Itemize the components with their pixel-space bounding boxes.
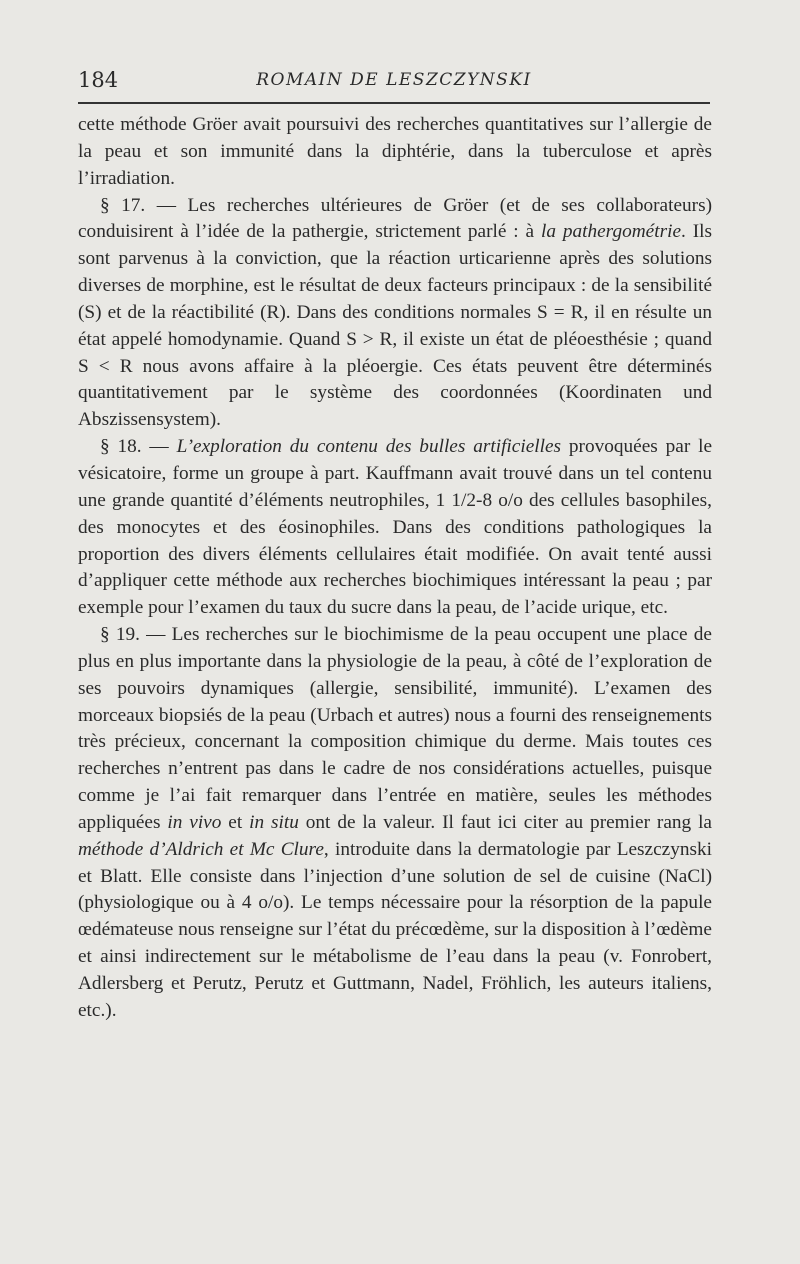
page-number: 184 bbox=[78, 68, 119, 92]
italic-term: in vivo bbox=[167, 811, 222, 833]
italic-term: L’exploration du contenu des bulles artificielles bbox=[176, 436, 562, 458]
running-head: ROMAIN DE LESZCZYNSKI bbox=[256, 70, 532, 90]
body-text bbox=[78, 112, 712, 1025]
italic-term: in situ bbox=[249, 811, 299, 833]
italic-term: méthode d’Aldrich et Mc Clure bbox=[78, 838, 324, 860]
italic-term: la pathergométrie bbox=[540, 221, 682, 243]
paragraph-section-17: § 17. — Les recherches ultérieures de Gröer (et de ses collaborateurs) conduisirent à l’idée de la pathergie, strictement parlé : à la pathergométrie. Ils sont parvenus à la conviction, que la réaction urticarienne après des solutions diverses de morphine, est le résultat de deux facteurs principaux : de la sensibilité (S) et de la réactibilité (R). Dans des conditions normales S = R, il en résulte un état appelé homodynamie. Quand S > R, il existe un état de pléoesthésie ; quand S < R nous avons affaire à la pléoergie. Ces états peuvent être déterminés quantitativement par le système des coordonnées (Koordinaten und Abszissensystem). bbox=[78, 194, 712, 431]
paragraph-continuation: cette méthode Gröer avait poursuivi des recherches quantitatives sur l’allergie de la peau et son immunité dans la diphtérie, dans la tuberculose et après l’irradiation. bbox=[78, 114, 712, 189]
paragraph-section-18: § 18. — L’exploration du contenu des bulles artificielles provoquées par le vésicatoire, forme un groupe à part. Kauffmann avait trouvé dans un tel contenu une grande quantité d’éléments neutrophiles, 1 1/2-8 o/o des cellules basophiles, des monocytes et des éosinophiles. Dans des conditions pathologiques la proportion des divers éléments cellulaires était modifiée. On avait tenté aussi d’appliquer cette méthode aux recherches biochimiques intéressant la peau ; par exemple pour l’examen du taux du sucre dans la peau, de l’acide urique, etc. bbox=[78, 436, 713, 619]
paragraph-section-19: § 19. — Les recherches sur le biochimisme de la peau occupent une place de plus en plus importante dans la physiologie de la peau, à côté de l’exploration de ses pouvoirs dynamiques (allergie, sensibilité, immunité). L’examen des morceaux biopsiés de la peau (Urbach et autres) nous a fourni des renseignements très précieux, concernant la composition chimique du derme. Mais toutes ces recherches n’entrent pas dans le cadre de nos considérations actuelles, puisque comme je l’ai fait remarquer dans l’entrée en matière, seules les méthodes appliquées in vivo et in situ ont de la valeur. Il faut ici citer au premier rang la méthode d’Aldrich et Mc Clure, introduite dans la dermatologie par Leszczynski et Blatt. Elle consiste dans l’injection d’une solution de sel de cuisine (NaCl) (physiologique ou à 4 o/o). Le temps nécessaire pour la résorption de la papule œdémateuse nous renseigne sur l’état du précœdème, sur la disposition à l’œdème et ainsi indirectement sur le métabolisme de l’eau dans la peau (v. Fonrobert, Adlersberg et Perutz, Perutz et Guttmann, Nadel, Fröhlich, les auteurs italiens, etc.). bbox=[78, 624, 713, 1021]
header-rule bbox=[78, 102, 710, 104]
page-header bbox=[78, 64, 710, 94]
